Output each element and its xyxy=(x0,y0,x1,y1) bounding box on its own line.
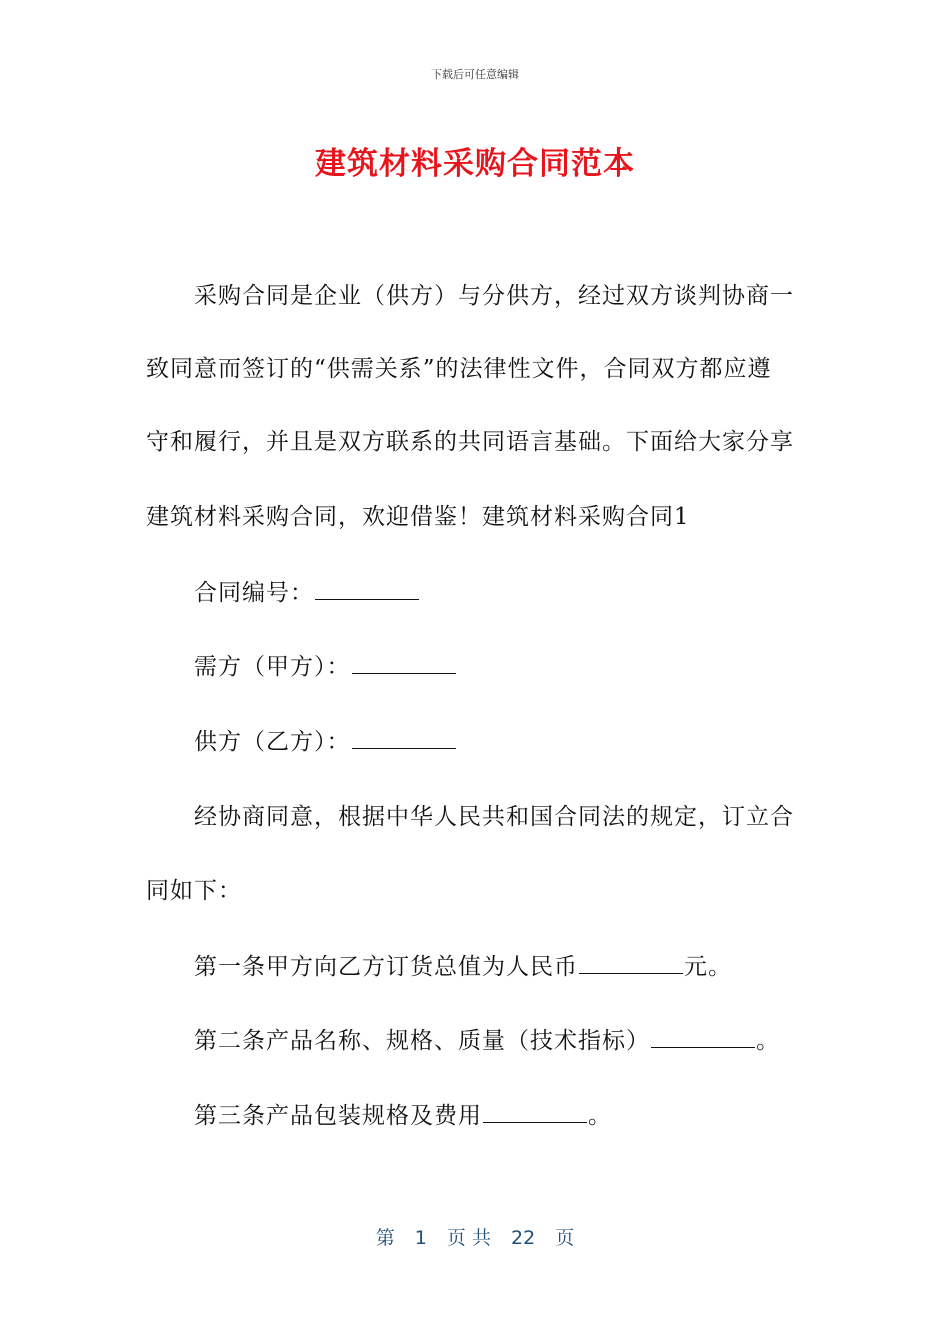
page-mid: 页 共 xyxy=(446,1227,491,1249)
article-3 xyxy=(194,1101,854,1131)
party-a-field xyxy=(194,652,854,682)
party-a-blank xyxy=(352,653,456,674)
article-2-blank xyxy=(651,1027,755,1048)
contract-number-field xyxy=(194,578,854,608)
article-2-text: 第二条产品名称、规格、质量（技术指标） xyxy=(194,1028,650,1054)
header-note: 下载后可任意编辑 xyxy=(431,68,519,81)
article-1 xyxy=(194,952,854,982)
article-1-blank xyxy=(579,953,683,974)
article-2-suffix: 。 xyxy=(756,1028,780,1054)
intro-line-2: 致同意而签订的“供需关系”的法律性文件，合同双方都应遵 xyxy=(146,356,772,382)
intro-line-3: 守和履行，并且是双方联系的共同语言基础。下面给大家分享 xyxy=(146,429,794,455)
agreement-line-2: 同如下： xyxy=(146,878,242,904)
page-prefix: 第 xyxy=(375,1227,395,1249)
article-2 xyxy=(194,1026,854,1056)
document-title: 建筑材料采购合同范本 xyxy=(315,146,635,182)
article-3-blank xyxy=(483,1102,587,1123)
intro-line-1: 采购合同是企业（供方）与分供方，经过双方谈判协商一 xyxy=(194,283,794,309)
party-b-field xyxy=(194,727,854,757)
agreement-line-1: 经协商同意，根据中华人民共和国合同法的规定，订立合 xyxy=(194,804,794,830)
party-b-blank xyxy=(352,728,456,749)
page-suffix: 页 xyxy=(555,1227,575,1249)
article-1-suffix: 元。 xyxy=(684,954,732,980)
article-3-text: 第三条产品包装规格及费用 xyxy=(194,1103,482,1129)
page-footer xyxy=(0,1225,950,1251)
page-current: 1 xyxy=(414,1227,427,1249)
party-a-label: 需方（甲方）： xyxy=(194,654,351,680)
intro-line-4: 建筑材料采购合同，欢迎借鉴！建筑材料采购合同1 xyxy=(146,504,690,530)
page-total: 22 xyxy=(511,1227,536,1249)
contract-number-label: 合同编号： xyxy=(194,580,314,606)
contract-number-blank xyxy=(315,579,419,600)
party-b-label: 供方（乙方）： xyxy=(194,729,351,755)
article-3-suffix: 。 xyxy=(588,1103,612,1129)
article-1-text: 第一条甲方向乙方订货总值为人民币 xyxy=(194,954,578,980)
